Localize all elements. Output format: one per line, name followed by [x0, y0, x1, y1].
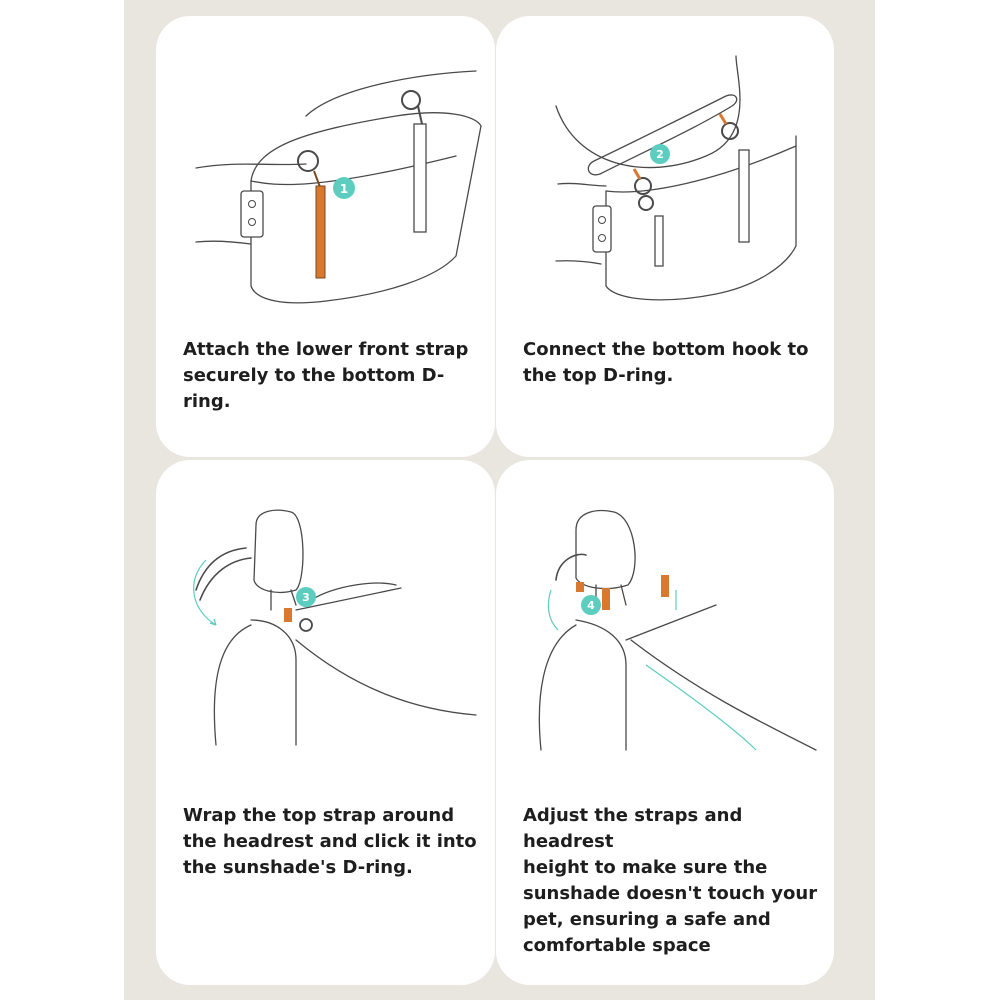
- step-4-card: [496, 460, 834, 985]
- sunshade-d-ring: [300, 619, 312, 631]
- step-2-number: 2: [656, 148, 664, 161]
- step-3-badge: [296, 587, 316, 607]
- step-1-badge: [333, 177, 355, 199]
- front-hook: [314, 171, 320, 187]
- step-1-card: [156, 16, 495, 457]
- lower-d-ring: [639, 196, 653, 210]
- seat-buckle-plate: [241, 191, 263, 237]
- wrap-strap: [196, 548, 251, 600]
- step-2-caption: Connect the bottom hook to the top D-ring.: [523, 339, 809, 386]
- step-1-caption: Attach the lower front strap securely to the bottom D-ring.: [183, 339, 469, 412]
- seat-back-outline: [214, 625, 251, 745]
- step-4-illustration: [496, 460, 834, 780]
- headrest-outline: [254, 510, 303, 592]
- step-2-card: [496, 16, 834, 457]
- sunshade-edge: [296, 640, 476, 715]
- step-3-caption: Wrap the top strap around the headrest and click it into the sunshade's D-ring.: [183, 805, 477, 878]
- rear-strap: [739, 150, 749, 242]
- backrest-outline: [251, 126, 481, 303]
- step-4-caption: Adjust the straps and headrest height to make sure the sunshade doesn't touch your pet, ensuring a safe and comfortable space: [523, 805, 818, 956]
- rear-hook: [720, 114, 726, 124]
- step-2-illustration: [496, 16, 834, 316]
- sunshade-bar: [626, 605, 716, 640]
- right-post-strap: [661, 575, 669, 597]
- front-d-ring: [635, 178, 651, 194]
- step-4-number: 4: [587, 599, 595, 612]
- seat-left-edge: [576, 620, 626, 750]
- headrest-line: [306, 71, 476, 116]
- front-strap: [655, 216, 663, 266]
- rear-hook: [418, 106, 422, 124]
- seat-buckle-plate: [593, 206, 611, 252]
- step-4-badge: [581, 595, 601, 615]
- front-hook: [634, 169, 640, 179]
- front-strap: [316, 186, 325, 278]
- step-3-number: 3: [302, 591, 310, 604]
- headrest-outline: [576, 511, 635, 589]
- strap-clip: [284, 608, 292, 622]
- seat-back-outline: [539, 625, 576, 750]
- sunshade-edge: [631, 640, 816, 750]
- front-d-ring: [298, 151, 318, 171]
- adjust-arrow-left: [548, 590, 558, 630]
- backrest-outline: [606, 136, 796, 300]
- left-post-strap: [602, 588, 610, 610]
- seat-left-edge: [251, 620, 296, 745]
- wrap-strap: [556, 554, 586, 580]
- step-2-badge: [650, 144, 670, 164]
- step-3-illustration: [156, 460, 495, 780]
- wrap-arrow: [194, 560, 216, 625]
- strap-clip: [576, 582, 584, 592]
- step-1-illustration: [156, 16, 495, 316]
- backrest-top-line: [251, 113, 481, 181]
- step-3-card: [156, 460, 495, 985]
- adjust-arrow-sunshade: [646, 665, 756, 750]
- step-1-number: 1: [339, 182, 349, 196]
- rear-strap: [414, 124, 426, 232]
